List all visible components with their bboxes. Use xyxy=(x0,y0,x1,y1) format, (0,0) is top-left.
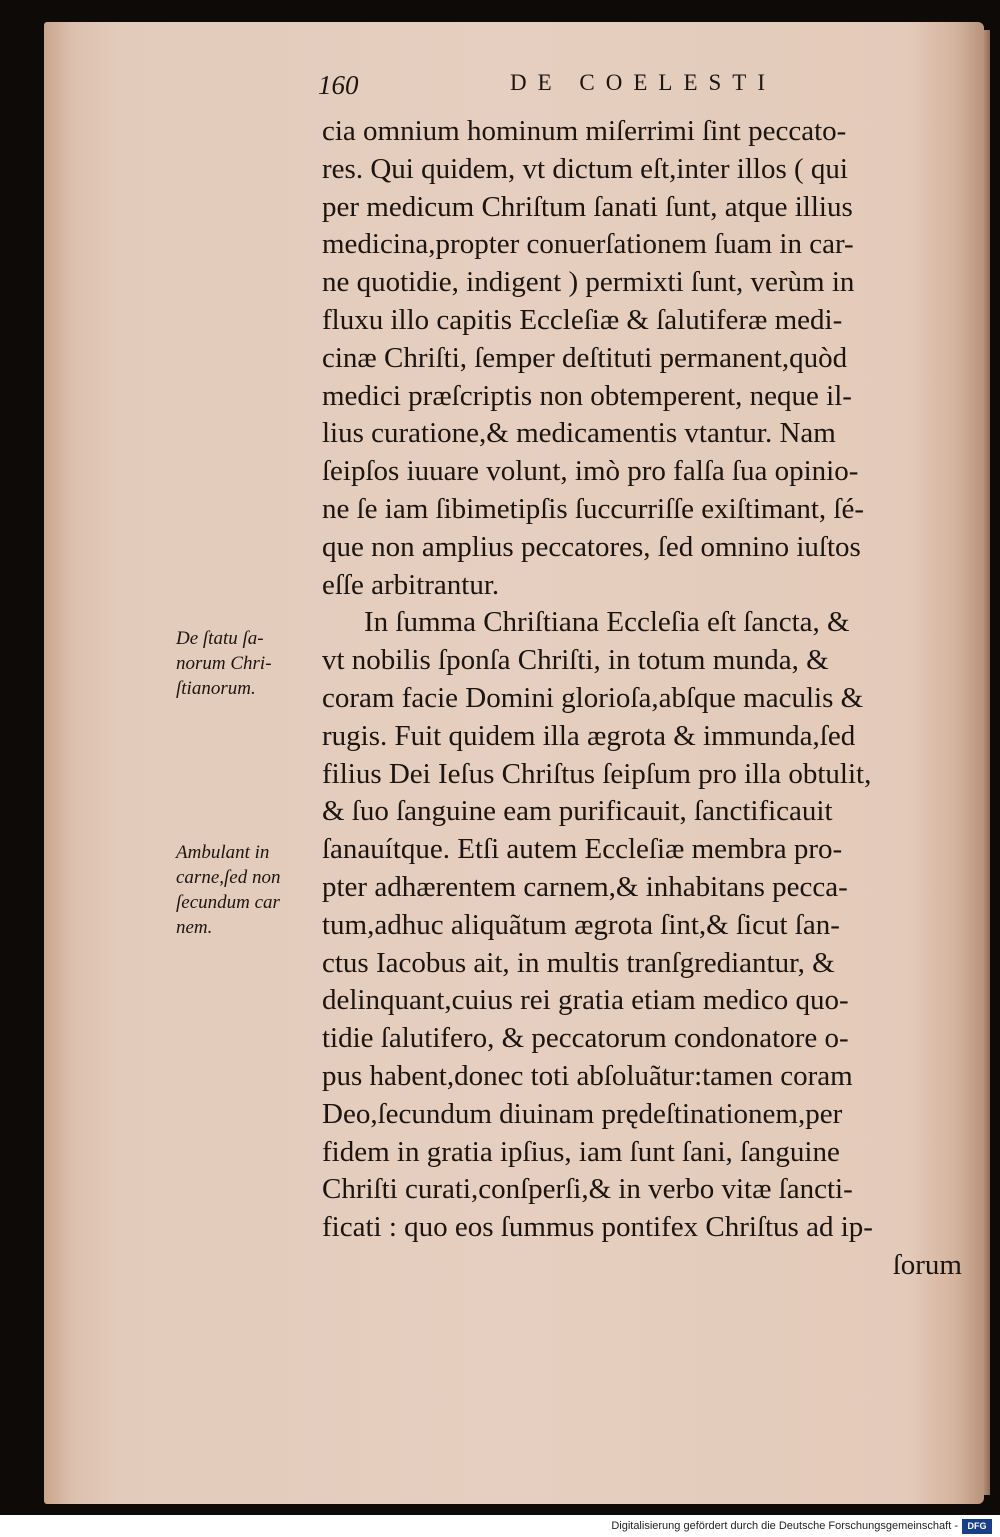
margin-note xyxy=(176,626,326,701)
text-line: delinquant,cuius rei gratia etiam medico quo- xyxy=(322,984,849,1017)
text-line: Deo,ſecundum diuinam prędeſtinationem,per xyxy=(322,1097,843,1130)
text-line: ſeipſos iuuare volunt, imò pro falſa ſua opinio- xyxy=(322,455,859,488)
footer xyxy=(0,1517,1000,1537)
text-line: ne quotidie, indigent ) permixti ſunt, verùm in xyxy=(322,266,855,299)
margin-note-line: norum Chri- xyxy=(176,653,272,674)
text-line: rugis. Fuit quidem illa ægrota & immunda,ſed xyxy=(322,719,856,752)
text-line: pter adhærentem carnem,& inhabitans pecca- xyxy=(322,870,848,903)
margin-note-line: ſecundum car xyxy=(176,892,280,913)
text-line: filius Dei Ieſus Chriſtus ſeipſum pro illa obtulit, xyxy=(322,757,872,790)
running-title: DE COELESTI xyxy=(510,70,777,95)
text-line: ficati : quo eos ſummus pontifex Chriſtus ad ip- xyxy=(322,1211,873,1244)
page-header xyxy=(318,70,958,110)
body-text xyxy=(322,113,962,1285)
text-line: pus habent,donec toti abſoluãtur:tamen coram xyxy=(322,1059,853,1092)
text-line: tidie ſalutifero, & peccatorum condonatore o- xyxy=(322,1022,849,1055)
text-line: fluxu illo capitis Eccleſiæ & ſalutiferæ medi- xyxy=(322,303,843,336)
margin-note-line: De ſtatu ſa- xyxy=(176,628,264,649)
text-line: medicina,propter conuerſationem ſuam in car- xyxy=(322,228,854,261)
text-line: ſorum xyxy=(892,1248,962,1281)
text-line: cia omnium hominum miſerrimi ſint peccato- xyxy=(322,115,847,147)
text-line: medici præſcriptis non obtemperent, neque il- xyxy=(322,379,852,412)
text-line: per medicum Chriſtum ſanati ſunt, atque illius xyxy=(322,190,853,223)
page-number: 160 xyxy=(318,70,359,100)
text-line: lius curatione,& medicamentis vtantur. Nam xyxy=(322,417,836,450)
text-line: cinæ Chriſti, ſemper deſtituti permanent,quòd xyxy=(322,341,848,374)
text-line: In ſumma Chriſtiana Eccleſia eſt ſancta, & xyxy=(364,606,850,639)
text-line: ſanauítque. Etſi autem Eccleſiæ membra pro- xyxy=(322,833,843,866)
text-line: Chriſti curati,conſperſi,& in verbo vitæ ſancti- xyxy=(322,1173,853,1206)
text-line: fidem in gratia ipſius, iam ſunt ſani, ſanguine xyxy=(322,1135,840,1168)
margin-note xyxy=(176,840,326,940)
margin-note-line: nem. xyxy=(176,917,213,938)
margin-note-line: ſtianorum. xyxy=(176,678,256,699)
text-line: res. Qui quidem, vt dictum eſt,inter illos ( qui xyxy=(322,152,848,185)
text-line: vt nobilis ſponſa Chriſti, in totum munda, & xyxy=(322,644,829,677)
text-line: & ſuo ſanguine eam purificauit, ſanctificauit xyxy=(322,795,833,828)
margin-note-line: carne,ſed non xyxy=(176,867,281,888)
text-line: eſſe arbitrantur. xyxy=(322,568,500,601)
margin-note-line: Ambulant in xyxy=(176,842,270,863)
dfg-logo: DFG xyxy=(962,1519,992,1534)
text-line: que non amplius peccatores, ſed omnino iuſtos xyxy=(322,530,861,563)
text-line: tum,adhuc aliquãtum ægrota ſint,& ſicut ſan- xyxy=(322,908,840,941)
text-line: ctus Iacobus ait, in multis tranſgrediantur, & xyxy=(322,946,835,979)
funding-credit: Digitalisierung gefördert durch die Deutsche Forschungsgemeinschaft - xyxy=(611,1520,958,1532)
text-line: ne ſe iam ſibimetipſis ſuccurriſſe exiſtimant, ſé- xyxy=(322,492,864,525)
text-line: coram facie Domini glorioſa,abſque maculis & xyxy=(322,681,864,714)
